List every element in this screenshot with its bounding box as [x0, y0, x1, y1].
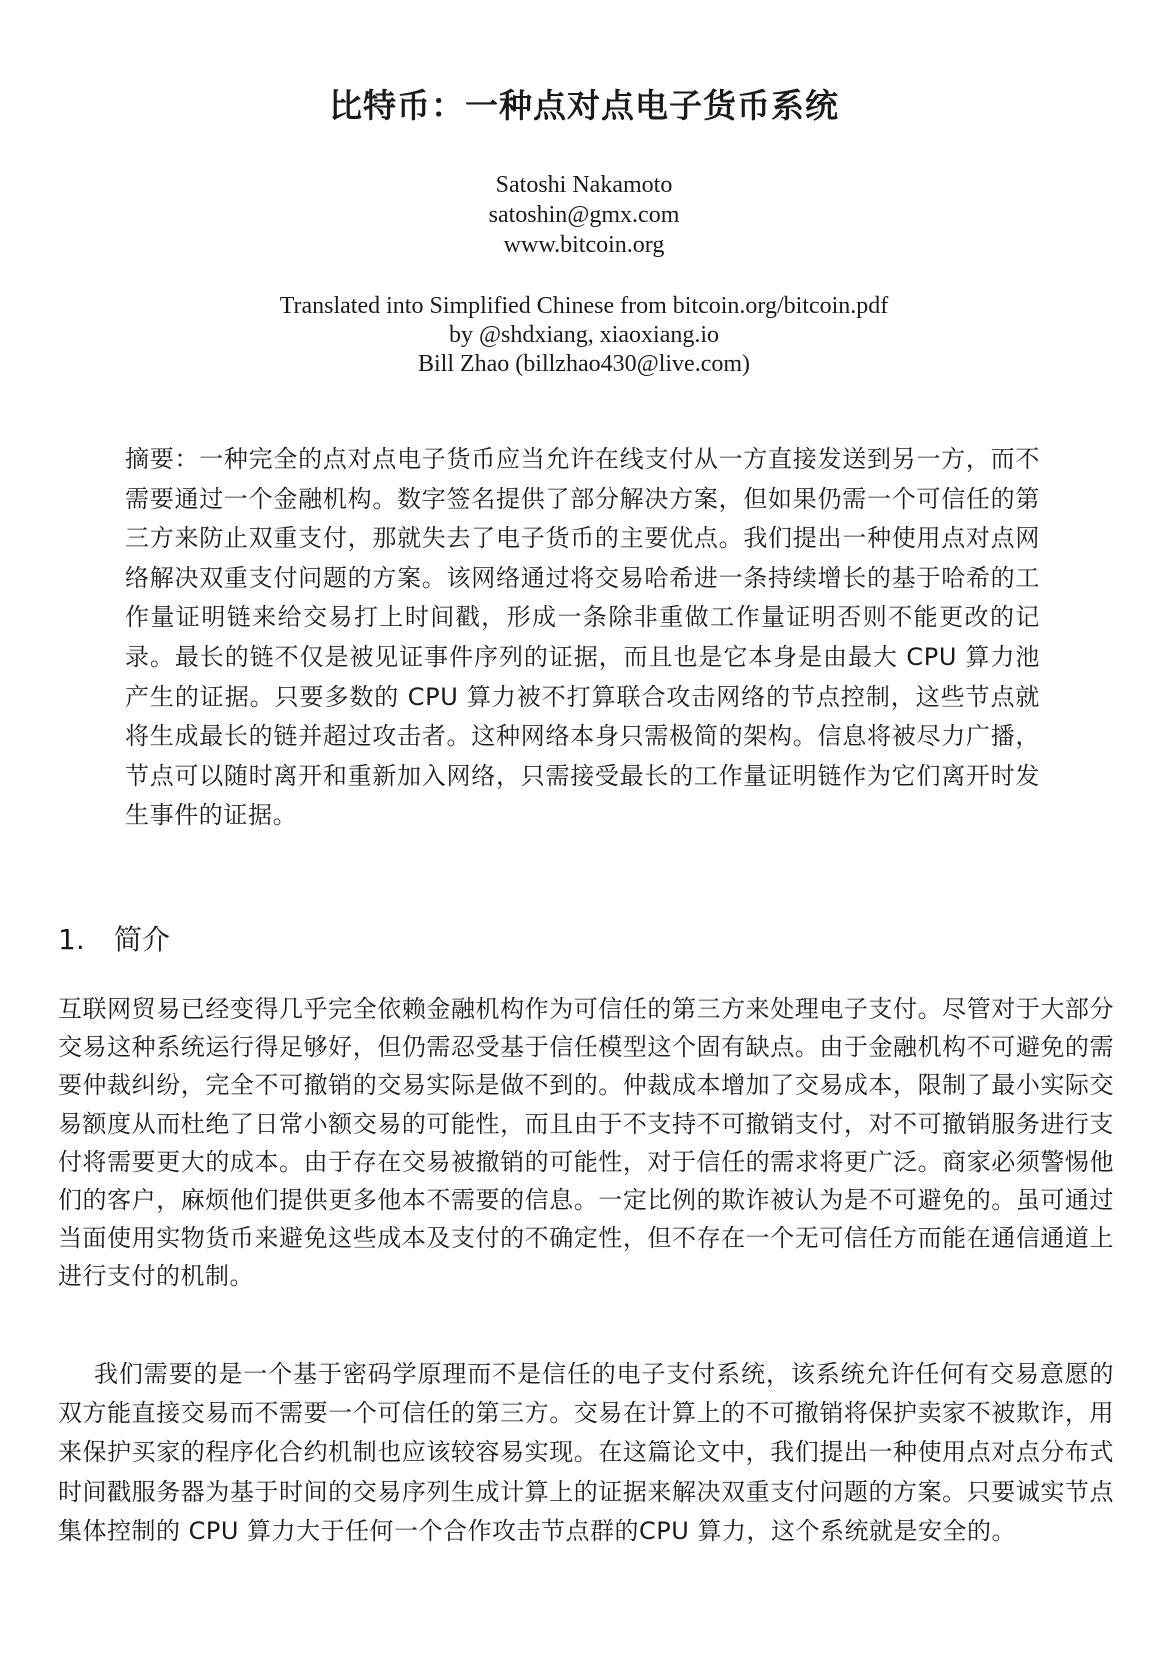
abstract-label: 摘要： — [125, 445, 200, 473]
translation-credits — [0, 292, 1168, 379]
author-name: Satoshi Nakamoto — [495, 172, 673, 198]
translation-contributor: Bill Zhao (billzhao430@live.com) — [417, 351, 751, 377]
abstract — [125, 440, 1040, 836]
paper-title: 比特币：一种点对点电子货币系统 — [329, 86, 839, 125]
abstract-text: 一种完全的点对点电子货币应当允许在线支付从一方直接发送到另一方，而不需要通过一个金融机构。数字签名提供了部分解决方案，但如果仍需一个可信任的第三方来防止双重支付，那就失去了电子货币的主要优点。我们提出一种使用点对点网络解决双重支付问题的方案。该网络通过将交易哈希进一条持续增长的基于哈希的工作量证明链来给交易打上时间戳，形成一条除非重做工作量证明否则不能更改的记录。最长的链不仅是被见证事件序列的证据，而且也是它本身是由最大 CPU 算力池产生的证据。只要多数的 CPU 算力被不打算联合攻击网络的节点控制，这些节点就将生成最长的链并超过攻击者。这种网络本身只需极简的架构。信息将被尽力广播，节点可以随时离开和重新加入网络，只需接受最长的工作量证明链作为它们离开时发生事件的证据。 — [125, 445, 1040, 830]
intro-paragraph-1: 互联网贸易已经变得几乎完全依赖金融机构作为可信任的第三方来处理电子支付。尽管对于大部分交易这种系统运行得足够好，但仍需忍受基于信任模型这个固有缺点。由于金融机构不可避免的需要仲裁纠纷，完全不可撤销的交易实际是做不到的。仲裁成本增加了交易成本，限制了最小实际交易额度从而杜绝了日常小额交易的可能性，而且由于不支持不可撤销支付，对不可撤销服务进行支付将需要更大的成本。由于存在交易被撤销的可能性，对于信任的需求将更广泛。商家必须警惕他们的客户，麻烦他们提供更多他本不需要的信息。一定比例的欺诈被认为是不可避免的。虽可通过当面使用实物货币来避免这些成本及支付的不确定性，但不存在一个无可信任方而能在通信通道上进行支付的机制。 — [58, 995, 1114, 1291]
author-block — [0, 170, 1168, 260]
section-title: 简介 — [114, 923, 171, 956]
section-heading-introduction — [58, 918, 170, 958]
intro-paragraph-2: 我们需要的是一个基于密码学原理而不是信任的电子支付系统，该系统允许任何有交易意愿的双方能直接交易而不需要一个可信任的第三方。交易在计算上的不可撤销将保护卖家不被欺诈，用来保护买家的程序化合约机制也应该较容易实现。在这篇论文中，我们提出一种使用点对点分布式时间戳服务器为基于时间的交易序列生成计算上的证据来解决双重支付问题的方案。只要诚实节点集体控制的 CPU 算力大于任何一个合作攻击节点群的CPU 算力，这个系统就是安全的。 — [58, 1360, 1114, 1545]
section-number: 1. — [58, 923, 85, 956]
author-email: satoshin@gmx.com — [488, 202, 680, 228]
translation-by: by @shdxiang, xiaoxiang.io — [448, 322, 720, 348]
translation-source: Translated into Simplified Chinese from bitcoin.org/bitcoin.pdf — [279, 293, 889, 319]
author-website: www.bitcoin.org — [503, 232, 665, 258]
